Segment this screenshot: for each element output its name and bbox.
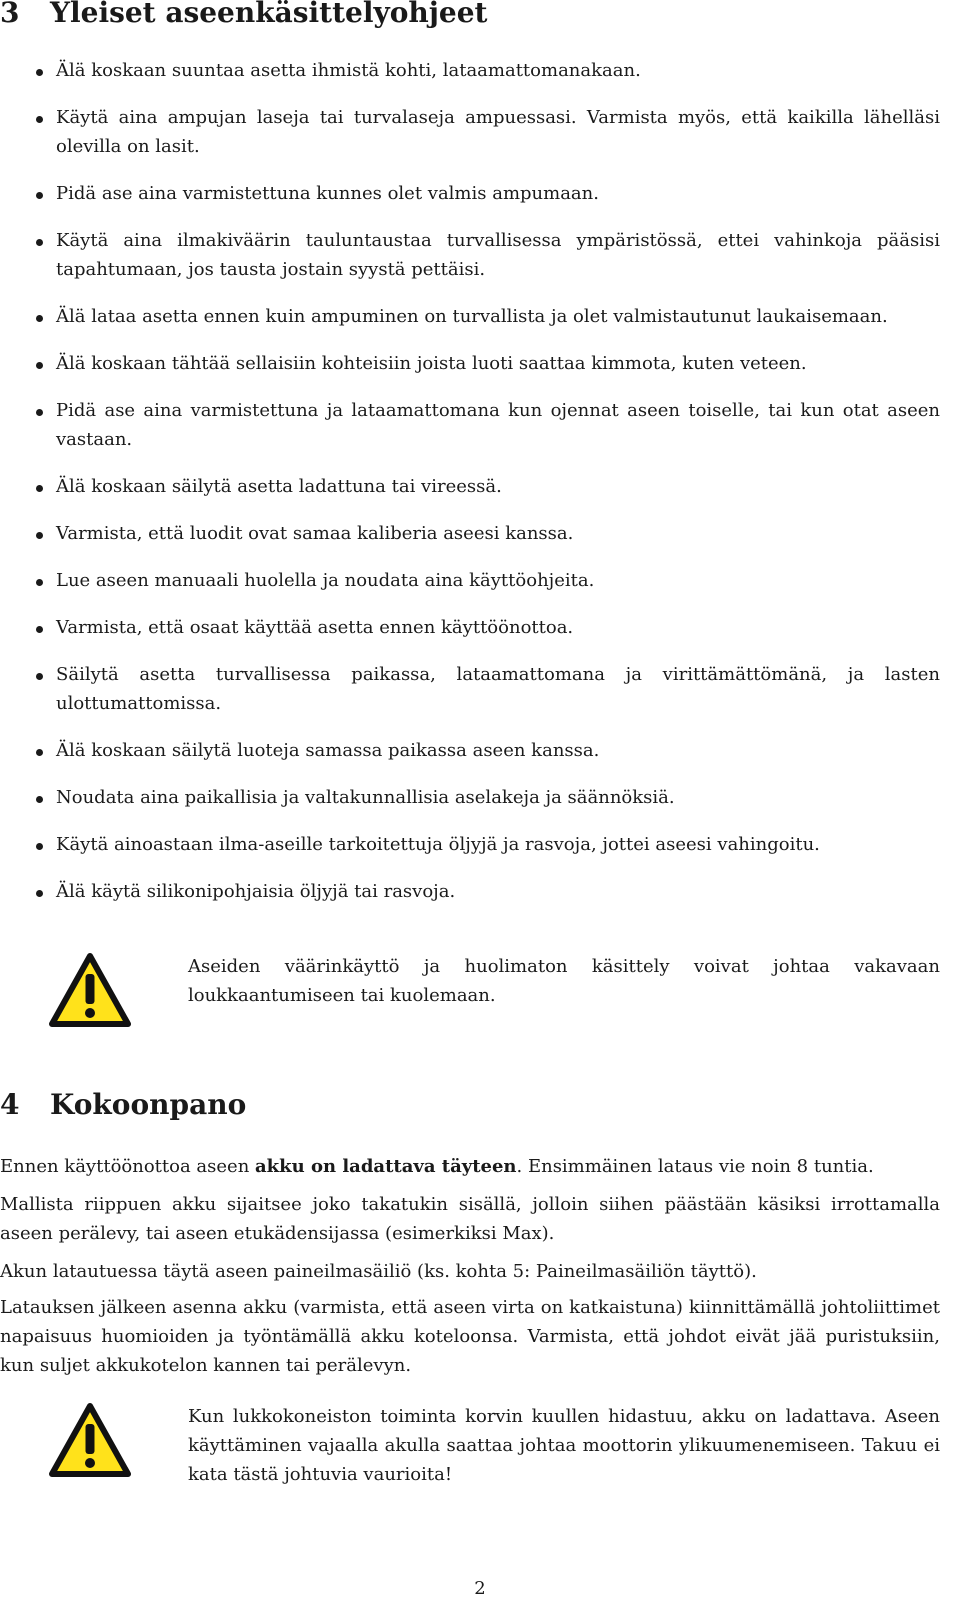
bullet-icon — [36, 890, 43, 897]
bullet-icon — [36, 749, 43, 756]
bullet-icon — [36, 192, 43, 199]
list-item — [56, 472, 940, 501]
list-item-text: Käytä aina ilmakiväärin tauluntaustaa turvallisessa ympäristössä, ettei vahinkoja pääsisi tapahtumaan, jos tausta jostain syystä pettäisi. — [56, 230, 940, 280]
list-item-text: Älä koskaan säilytä asetta ladattuna tai vireessä. — [56, 476, 502, 497]
list-item — [56, 783, 940, 812]
list-item — [56, 613, 940, 642]
warning-triangle-icon — [48, 952, 132, 1028]
assembly-paragraph-battery-location: Mallista riippuen akku sijaitsee joko takatukin sisällä, jolloin siihen päästään käsiksi irrottamalla aseen perälevy, tai aseen etukädensijassa (esimerkiksi Max). — [0, 1194, 940, 1244]
assembly-emphasis: akku on ladattava täyteen — [255, 1156, 517, 1177]
list-item — [56, 660, 940, 718]
assembly-text: Ennen käyttöönottoa aseen — [0, 1156, 256, 1177]
section-4-title: Kokoonpano — [50, 1088, 247, 1121]
assembly-text: . Ensimmäinen lataus vie noin 8 tuntia. — [516, 1156, 874, 1177]
bullet-icon — [36, 579, 43, 586]
bullet-icon — [36, 626, 43, 633]
assembly-paragraph-charge — [0, 1152, 940, 1181]
list-item — [56, 103, 940, 161]
list-item — [56, 877, 940, 906]
warning-text: Kun lukkokoneiston toiminta korvin kuullen hidastuu, akku on ladattava. Aseen käyttäminen vajaalla akulla saattaa johtaa moottorin ylikuumenemiseen. Takuu ei kata tästä johtuvia vaurioita! — [188, 1406, 940, 1485]
list-item — [56, 349, 940, 378]
section-4-number: 4 — [0, 1088, 20, 1121]
section-3-number: 3 — [0, 0, 20, 29]
list-item-text: Älä koskaan suuntaa asetta ihmistä kohti, lataamattomanakaan. — [56, 60, 641, 81]
list-item — [56, 396, 940, 454]
bullet-icon — [36, 315, 43, 322]
list-item-text: Pidä ase aina varmistettuna kunnes olet valmis ampumaan. — [56, 183, 599, 204]
page-number: 2 — [474, 1578, 486, 1599]
list-item — [56, 302, 940, 331]
list-item-text: Älä koskaan säilytä luoteja samassa paikassa aseen kanssa. — [56, 740, 600, 761]
list-item — [56, 566, 940, 595]
list-item — [56, 226, 940, 284]
safety-rules-list — [56, 56, 940, 924]
section-3-heading — [0, 0, 488, 28]
bullet-icon — [36, 843, 43, 850]
list-item — [56, 519, 940, 548]
bullet-icon — [36, 362, 43, 369]
bullet-icon — [36, 116, 43, 123]
bullet-icon — [36, 239, 43, 246]
list-item-text: Älä koskaan tähtää sellaisiin kohteisiin joista luoti saattaa kimmota, kuten veteen. — [56, 353, 807, 374]
list-item-text: Säilytä asetta turvallisessa paikassa, lataamattomana ja virittämättömänä, ja lasten ulottumattomissa. — [56, 664, 940, 714]
list-item-text: Lue aseen manuaali huolella ja noudata aina käyttöohjeita. — [56, 570, 595, 591]
list-item — [56, 56, 940, 85]
list-item-text: Varmista, että osaat käyttää asetta ennen käyttöönottoa. — [56, 617, 574, 638]
assembly-paragraph-air-tank: Akun latautuessa täytä aseen paineilmasäiliö (ks. kohta 5: Paineilmasäiliön täyttö). — [0, 1261, 757, 1282]
list-item-text: Noudata aina paikallisia ja valtakunnallisia aselakeja ja säännöksiä. — [56, 787, 675, 808]
bullet-icon — [36, 796, 43, 803]
list-item — [56, 736, 940, 765]
bullet-icon — [36, 69, 43, 76]
list-item — [56, 179, 940, 208]
list-item-text: Käytä ainoastaan ilma-aseille tarkoitettuja öljyjä ja rasvoja, jottei aseesi vahingoitu. — [56, 834, 820, 855]
list-item-text: Pidä ase aina varmistettuna ja lataamattomana kun ojennat aseen toiselle, tai kun otat aseen vastaan. — [56, 400, 940, 450]
bullet-icon — [36, 532, 43, 539]
assembly-paragraph-install-battery: Latauksen jälkeen asenna akku (varmista, että aseen virta on katkaistuna) kiinnittämällä johtoliittimet napaisuus huomioiden ja työntämällä akku koteloonsa. Varmista, että johdot eivät jää puristuksiin, kun suljet akkukotelon kannen tai perälevyn. — [0, 1297, 940, 1376]
bullet-icon — [36, 485, 43, 492]
bullet-icon — [36, 409, 43, 416]
section-3-title: Yleiset aseenkäsittelyohjeet — [50, 0, 488, 29]
list-item-text: Käytä aina ampujan laseja tai turvalaseja ampuessasi. Varmista myös, että kaikilla lähelläsi olevilla on lasit. — [56, 107, 940, 157]
list-item-text: Älä lataa asetta ennen kuin ampuminen on turvallista ja olet valmistautunut laukaisemaan. — [56, 306, 888, 327]
warning-triangle-icon — [48, 1402, 132, 1478]
bullet-icon — [36, 673, 43, 680]
list-item — [56, 830, 940, 859]
warning-text: Aseiden väärinkäyttö ja huolimaton käsittely voivat johtaa vakavaan loukkaantumiseen tai kuolemaan. — [188, 956, 940, 1006]
section-4-heading — [0, 1090, 246, 1120]
list-item-text: Älä käytä silikonipohjaisia öljyjä tai rasvoja. — [56, 881, 456, 902]
list-item-text: Varmista, että luodit ovat samaa kaliberia aseesi kanssa. — [56, 523, 574, 544]
